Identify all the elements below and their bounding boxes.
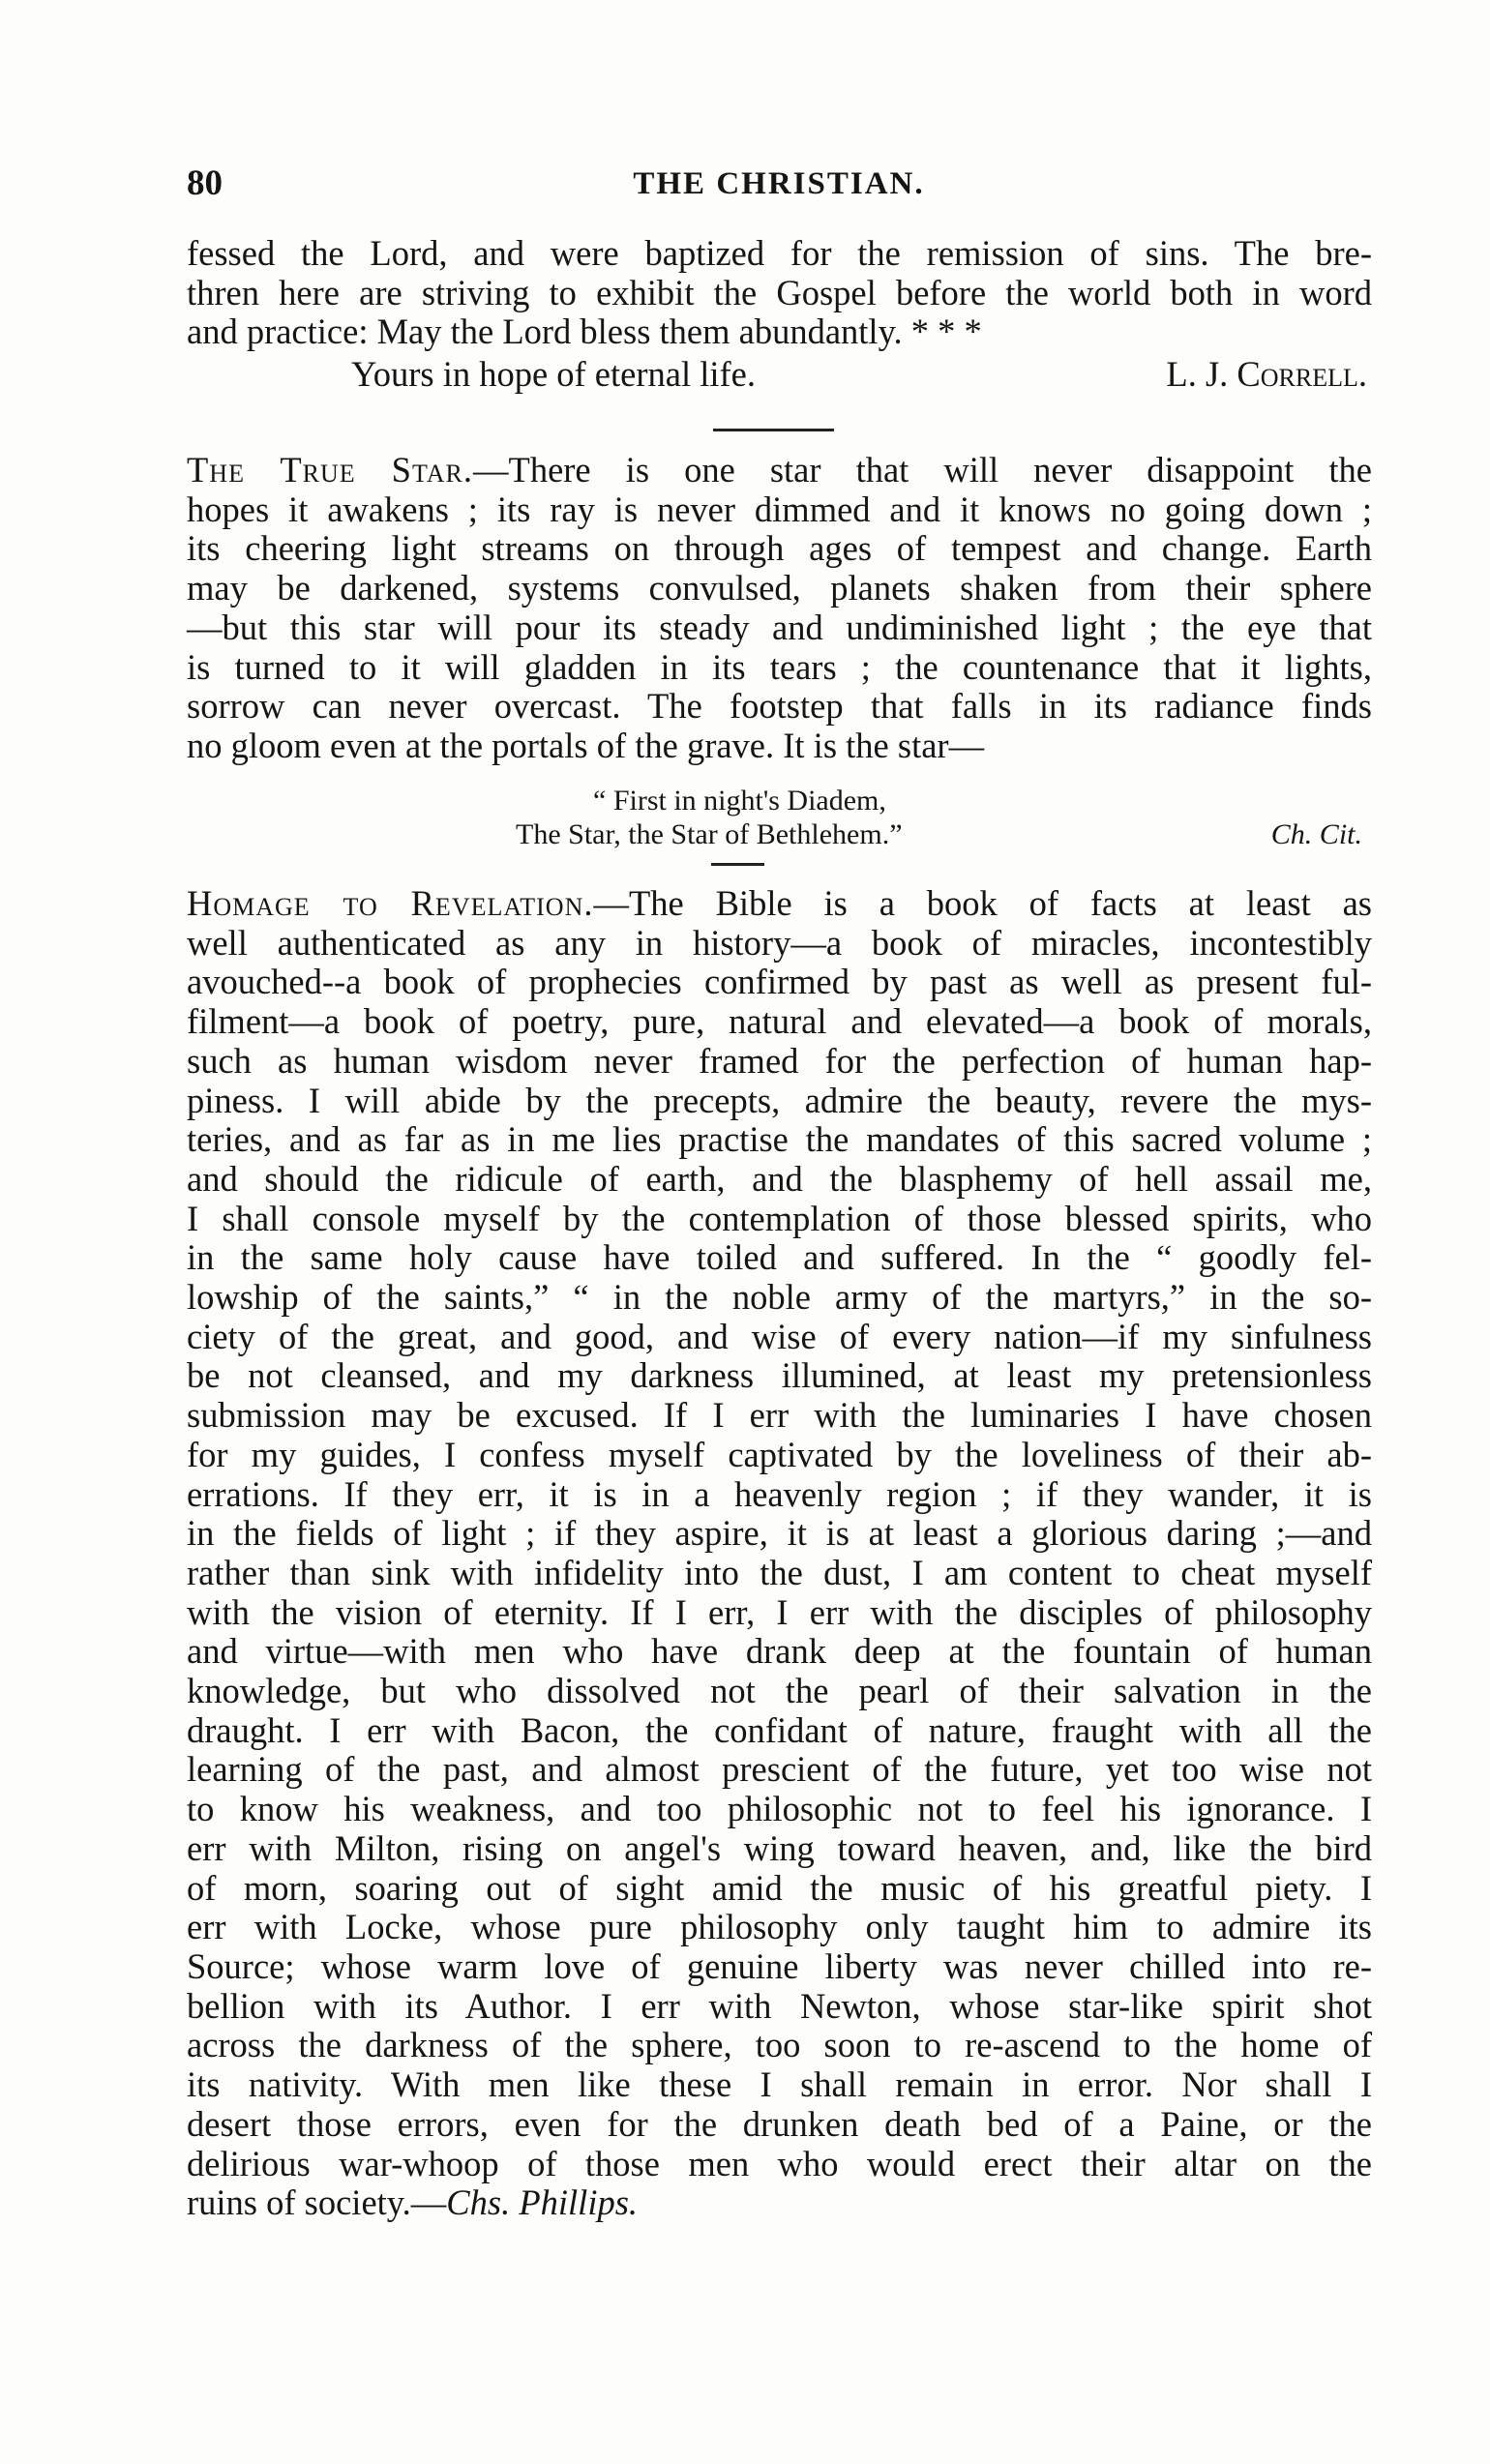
text-line: —There is one star that will never disappoint the	[473, 450, 1372, 490]
article-homage-to-revelation	[187, 884, 1372, 2223]
text-line: be not cleansed, and my darkness illumined, at least my pretensionless	[187, 1355, 1372, 1396]
text-line: its nativity. With men like these I shall remain in error. Nor shall I	[187, 2064, 1372, 2105]
letter-continuation	[187, 234, 1372, 352]
text-line: piness. I will abide by the precepts, admire the beauty, revere the mys-	[187, 1080, 1372, 1120]
text-line: fessed the Lord, and were baptized for the remission of sins. The bre-	[187, 233, 1372, 273]
article-title: The True Star.	[187, 450, 474, 490]
text-line: —The Bible is a book of facts at least as	[593, 883, 1373, 923]
text-line: of morn, soaring out of sight amid the music of his greatful piety. I	[187, 1867, 1372, 1908]
text-line: with the vision of eternity. If I err, I err with the disciples of philosophy	[187, 1591, 1372, 1632]
text-line: in the same holy cause have toiled and suffered. In the “ goodly fel-	[187, 1237, 1372, 1278]
text-line: well authenticated as any in history—a book of miracles, incontestibly	[187, 922, 1372, 963]
text-line: knowledge, but who dissolved not the pearl of their salvation in the	[187, 1671, 1372, 1711]
text-line: and should the ridicule of earth, and the blasphemy of hell assail me,	[187, 1158, 1372, 1199]
text-line: I shall console myself by the contemplation of those blessed spirits, who	[187, 1198, 1372, 1238]
text-line: draught. I err with Bacon, the confidant of nature, fraught with all the	[187, 1709, 1372, 1750]
text-line: avouched--a book of prophecies confirmed by past as well as present ful-	[187, 962, 1372, 1002]
text-line: hopes it awakens ; its ray is never dimmed and it knows no going down ;	[187, 489, 1372, 529]
quote-line: The Star, the Star of Bethlehem.”	[516, 818, 903, 850]
text-line: errations. If they err, it is in a heavenly region ; if they wander, it is	[187, 1473, 1372, 1514]
text-line: filment—a book of poetry, pure, natural and elevated—a book of morals,	[187, 1001, 1372, 1042]
page-number: 80	[187, 163, 223, 203]
article-true-star	[187, 451, 1372, 766]
text-line: its cheering light streams on through ages of tempest and change. Earth	[187, 528, 1372, 569]
text-line: learning of the past, and almost prescient of the future, yet too wise not	[187, 1749, 1372, 1790]
running-title: THE CHRISTIAN.	[633, 166, 925, 201]
text-line: to know his weakness, and too philosophic not to feel his ignorance. I	[187, 1789, 1372, 1829]
quote-line: “ First in night's Diadem,	[593, 785, 886, 816]
text-line: and virtue—with men who have drank deep at the fountain of human	[187, 1631, 1372, 1672]
quote-attribution: Ch. Cit.	[1270, 818, 1362, 850]
text-line: bellion with its Author. I err with Newton, whose star-like spirit shot	[187, 1985, 1372, 2026]
text-line: ruins of society.—	[187, 2182, 447, 2223]
section-divider	[713, 429, 834, 431]
text-line: such as human wisdom never framed for the perfection of human hap-	[187, 1040, 1372, 1081]
article-title: Homage to Revelation.	[187, 883, 594, 923]
text-line: lowship of the saints,” “ in the noble army of the martyrs,” in the so-	[187, 1277, 1372, 1318]
section-divider	[711, 863, 764, 866]
text-line: across the darkness of the sphere, too soon to re-ascend to the home of	[187, 2025, 1372, 2065]
text-line: for my guides, I confess myself captivated by the loveliness of their ab-	[187, 1434, 1372, 1474]
text-line: sorrow can never overcast. The footstep that falls in its radiance finds	[187, 686, 1372, 727]
text-line: Source; whose warm love of genuine liberty was never chilled into re-	[187, 1945, 1372, 1986]
text-line: teries, and as far as in me lies practise the mandates of this sacred volume ;	[187, 1119, 1372, 1160]
text-line: delirious war-whoop of those men who would erect their altar on the	[187, 2143, 1372, 2183]
closing-salutation: Yours in hope of eternal life.	[351, 354, 756, 394]
text-line: no gloom even at the portals of the grave. It is the star—	[187, 725, 985, 765]
text-line: is turned to it will gladden in its tears ; the countenance that it lights,	[187, 646, 1372, 687]
text-line: err with Milton, rising on angel's wing toward heaven, and, like the bird	[187, 1827, 1372, 1868]
text-line: thren here are striving to exhibit the Gospel before the world both in word	[187, 272, 1372, 312]
text-line: and practice: May the Lord bless them abundantly. * * *	[187, 312, 982, 352]
text-line: submission may be excused. If I err with the luminaries I have chosen	[187, 1395, 1372, 1436]
article-author: Chs. Phillips.	[446, 2182, 639, 2223]
text-line: err with Locke, whose pure philosophy only taught him to admire its	[187, 1907, 1372, 1947]
text-line: in the fields of light ; if they aspire, it is at least a glorious daring ;—and	[187, 1513, 1372, 1554]
text-line: rather than sink with infidelity into the dust, I am content to cheat myself	[187, 1552, 1372, 1592]
page-header	[179, 163, 1379, 221]
text-line: desert those errors, even for the drunken death bed of a Paine, or the	[187, 2103, 1372, 2144]
text-line: —but this star will pour its steady and undiminished light ; the eye that	[187, 607, 1372, 647]
signature: L. J. Correll.	[1166, 354, 1367, 394]
text-line: ciety of the great, and good, and wise of every nation—if my sinfulness	[187, 1316, 1372, 1356]
text-line: may be darkened, systems convulsed, planets shaken from their sphere	[187, 568, 1372, 609]
